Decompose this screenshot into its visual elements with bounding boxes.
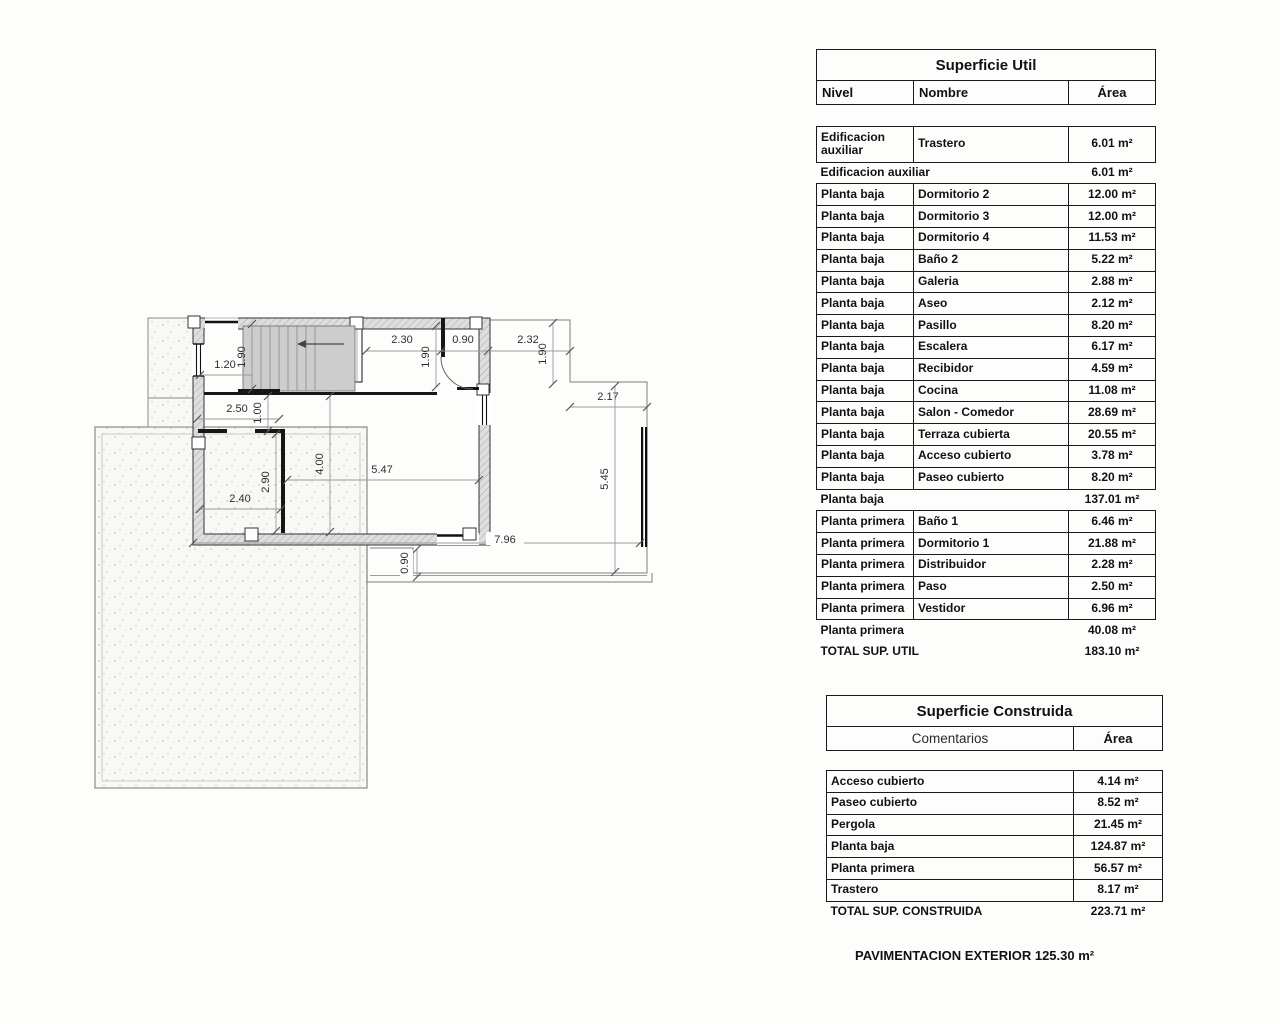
cell-nivel: Planta baja xyxy=(817,184,914,206)
superficie-util-table xyxy=(816,126,1156,662)
superficie-util-title: Superficie Util xyxy=(817,50,1156,81)
cell-area: 12.00 m² xyxy=(1069,206,1156,228)
dimension-h232 xyxy=(490,334,574,355)
cell-nivel: Planta baja xyxy=(817,380,914,402)
dimension-v190-door xyxy=(420,322,440,391)
cell-nivel: Planta primera xyxy=(817,511,914,533)
cell-nombre: Escalera xyxy=(914,336,1069,358)
svg-text:2.17: 2.17 xyxy=(597,391,619,403)
total-area: 223.71 m² xyxy=(1090,904,1146,919)
table-row xyxy=(817,358,1156,380)
cell-area: 124.87 m² xyxy=(1074,836,1163,858)
cell-nombre: Planta baja xyxy=(827,836,1074,858)
superficie-construida-table xyxy=(826,770,1163,923)
subtotal-area: 137.01 m² xyxy=(1084,492,1140,507)
cell-nivel: Planta primera xyxy=(817,554,914,576)
dimension-h217 xyxy=(566,391,651,411)
cell-area: 6.46 m² xyxy=(1069,511,1156,533)
dimension-h250 xyxy=(193,403,283,423)
superficie-construida-header xyxy=(826,695,1163,751)
cell-area: 28.69 m² xyxy=(1069,402,1156,424)
col-header-area: Área xyxy=(1074,727,1163,751)
table-row xyxy=(817,184,1156,206)
subtotal-area: 6.01 m² xyxy=(1091,165,1133,180)
cell-nivel: Planta baja xyxy=(817,315,914,337)
cell-area: 11.08 m² xyxy=(1069,380,1156,402)
table-row xyxy=(817,249,1156,271)
subtotal-label: Planta baja xyxy=(820,492,884,507)
subtotal-row xyxy=(817,620,1156,641)
svg-text:2.40: 2.40 xyxy=(229,493,251,505)
cell-area: 6.96 m² xyxy=(1069,598,1156,620)
table-row xyxy=(817,127,1156,163)
svg-text:2.30: 2.30 xyxy=(391,334,413,346)
cell-area: 11.53 m² xyxy=(1069,227,1156,249)
stairs xyxy=(243,326,355,391)
svg-text:1.20: 1.20 xyxy=(214,359,236,371)
cell-nivel: Planta primera xyxy=(817,598,914,620)
cell-nombre: Galeria xyxy=(914,271,1069,293)
cell-nombre: Dormitorio 3 xyxy=(914,206,1069,228)
subtotal-label: Planta primera xyxy=(820,622,904,637)
cell-nivel: Edificacion auxiliar xyxy=(817,127,914,163)
cell-nivel: Planta baja xyxy=(817,445,914,467)
cell-nombre: Recibidor xyxy=(914,358,1069,380)
svg-text:1.00: 1.00 xyxy=(252,402,264,424)
svg-text:2.32: 2.32 xyxy=(517,334,539,346)
cell-nombre: Vestidor xyxy=(914,598,1069,620)
cell-nombre: Salon - Comedor xyxy=(914,402,1069,424)
col-header-comentarios: Comentarios xyxy=(911,731,989,746)
svg-text:1.90: 1.90 xyxy=(420,346,432,368)
table-row xyxy=(827,814,1163,836)
cell-nombre: Trastero xyxy=(827,879,1074,901)
col-header-nombre: Nombre xyxy=(914,81,1069,105)
svg-text:1.90: 1.90 xyxy=(537,343,549,365)
door-swing-arc xyxy=(441,357,473,389)
column-header-row xyxy=(817,81,1156,105)
total-area: 183.10 m² xyxy=(1084,643,1140,658)
table-title-row xyxy=(817,50,1156,81)
cell-area: 8.52 m² xyxy=(1074,792,1163,814)
svg-text:0.90: 0.90 xyxy=(452,334,474,346)
cell-nivel: Planta baja xyxy=(817,249,914,271)
dimension-v545 xyxy=(599,382,619,576)
cell-area: 2.88 m² xyxy=(1069,271,1156,293)
subtotal-area: 40.08 m² xyxy=(1087,622,1137,637)
table-row xyxy=(817,424,1156,446)
total-row xyxy=(817,641,1156,662)
cell-area: 4.14 m² xyxy=(1074,771,1163,793)
subtotal-row xyxy=(817,489,1156,511)
cell-nombre: Dormitorio 4 xyxy=(914,227,1069,249)
cell-nivel: Planta baja xyxy=(817,206,914,228)
table-row xyxy=(817,271,1156,293)
cell-nivel: Planta primera xyxy=(817,533,914,555)
table-row xyxy=(827,858,1163,880)
svg-text:2.90: 2.90 xyxy=(260,471,272,493)
table-row xyxy=(817,533,1156,555)
cell-area: 5.22 m² xyxy=(1069,249,1156,271)
cell-nombre: Cocina xyxy=(914,380,1069,402)
table-row xyxy=(817,402,1156,424)
cell-area: 21.45 m² xyxy=(1074,814,1163,836)
terrace-railing xyxy=(641,427,643,547)
cell-area: 3.78 m² xyxy=(1069,445,1156,467)
cell-area: 56.57 m² xyxy=(1074,858,1163,880)
dimension-v090-walk xyxy=(399,545,421,581)
total-label: TOTAL SUP. UTIL xyxy=(820,643,919,658)
cell-nombre: Acceso cubierto xyxy=(914,445,1069,467)
cell-nivel: Planta baja xyxy=(817,424,914,446)
cell-nombre: Pasillo xyxy=(914,315,1069,337)
superficie-util-header xyxy=(816,49,1156,105)
cell-nivel: Planta baja xyxy=(817,227,914,249)
cell-nivel: Planta baja xyxy=(817,358,914,380)
svg-text:2.50: 2.50 xyxy=(226,403,248,415)
table-row xyxy=(817,598,1156,620)
cell-area: 2.12 m² xyxy=(1069,293,1156,315)
cell-area: 2.50 m² xyxy=(1069,576,1156,598)
cell-nombre: Acceso cubierto xyxy=(827,771,1074,793)
table-row xyxy=(817,206,1156,228)
cell-nombre: Pergola xyxy=(827,814,1074,836)
subtotal-label: Edificacion auxiliar xyxy=(820,165,930,180)
cell-nivel: Planta baja xyxy=(817,402,914,424)
cell-nivel: Planta primera xyxy=(817,576,914,598)
cell-area: 8.20 m² xyxy=(1069,467,1156,489)
cell-area: 6.17 m² xyxy=(1069,336,1156,358)
pavimentacion-exterior-note: PAVIMENTACION EXTERIOR 125.30 m² xyxy=(855,948,1095,963)
table-row xyxy=(817,315,1156,337)
table-row xyxy=(817,293,1156,315)
cell-nivel: Planta baja xyxy=(817,271,914,293)
cell-nombre: Planta primera xyxy=(827,858,1074,880)
cell-area: 8.17 m² xyxy=(1074,879,1163,901)
subtotal-row xyxy=(817,162,1156,184)
cell-area: 20.55 m² xyxy=(1069,424,1156,446)
cell-nombre: Baño 2 xyxy=(914,249,1069,271)
table-row xyxy=(817,554,1156,576)
svg-text:5.45: 5.45 xyxy=(599,468,611,490)
total-label: TOTAL SUP. CONSTRUIDA xyxy=(830,904,983,919)
svg-text:0.90: 0.90 xyxy=(399,552,411,574)
col-header-nivel: Nivel xyxy=(822,85,854,100)
cell-area: 21.88 m² xyxy=(1069,533,1156,555)
cell-nombre: Paseo cubierto xyxy=(914,467,1069,489)
table-row xyxy=(817,380,1156,402)
table-title-row xyxy=(827,696,1163,727)
cell-area: 12.00 m² xyxy=(1069,184,1156,206)
cell-area: 2.28 m² xyxy=(1069,554,1156,576)
svg-text:7.96: 7.96 xyxy=(494,534,516,546)
cell-nombre: Terraza cubierta xyxy=(914,424,1069,446)
cell-nombre: Trastero xyxy=(914,127,1069,163)
total-row xyxy=(827,901,1163,922)
cell-nombre: Dormitorio 2 xyxy=(914,184,1069,206)
svg-text:5.47: 5.47 xyxy=(371,464,393,476)
cell-nivel: Planta baja xyxy=(817,467,914,489)
cell-nivel: Planta baja xyxy=(817,336,914,358)
svg-text:4.00: 4.00 xyxy=(314,453,326,475)
cell-nombre: Dormitorio 1 xyxy=(914,533,1069,555)
column-header-row xyxy=(827,727,1163,751)
cell-area: 8.20 m² xyxy=(1069,315,1156,337)
table-row xyxy=(827,836,1163,858)
dimension-h230 xyxy=(362,334,445,355)
table-row xyxy=(817,227,1156,249)
dimension-v190-terrace xyxy=(537,319,557,388)
table-row xyxy=(827,792,1163,814)
table-row xyxy=(817,445,1156,467)
cell-nombre: Distribuidor xyxy=(914,554,1069,576)
col-header-area: Área xyxy=(1069,81,1156,105)
table-row xyxy=(817,511,1156,533)
table-row xyxy=(817,467,1156,489)
cell-nivel: Planta baja xyxy=(817,293,914,315)
cell-nombre: Baño 1 xyxy=(914,511,1069,533)
superficie-construida-title: Superficie Construida xyxy=(827,696,1163,727)
table-row xyxy=(827,879,1163,901)
cell-nombre: Paso xyxy=(914,576,1069,598)
cell-area: 6.01 m² xyxy=(1069,127,1156,163)
table-row xyxy=(817,576,1156,598)
table-row xyxy=(827,771,1163,793)
cell-nombre: Aseo xyxy=(914,293,1069,315)
cell-area: 4.59 m² xyxy=(1069,358,1156,380)
svg-text:1.90: 1.90 xyxy=(236,346,248,368)
cell-nombre: Paseo cubierto xyxy=(827,792,1074,814)
table-row xyxy=(817,336,1156,358)
